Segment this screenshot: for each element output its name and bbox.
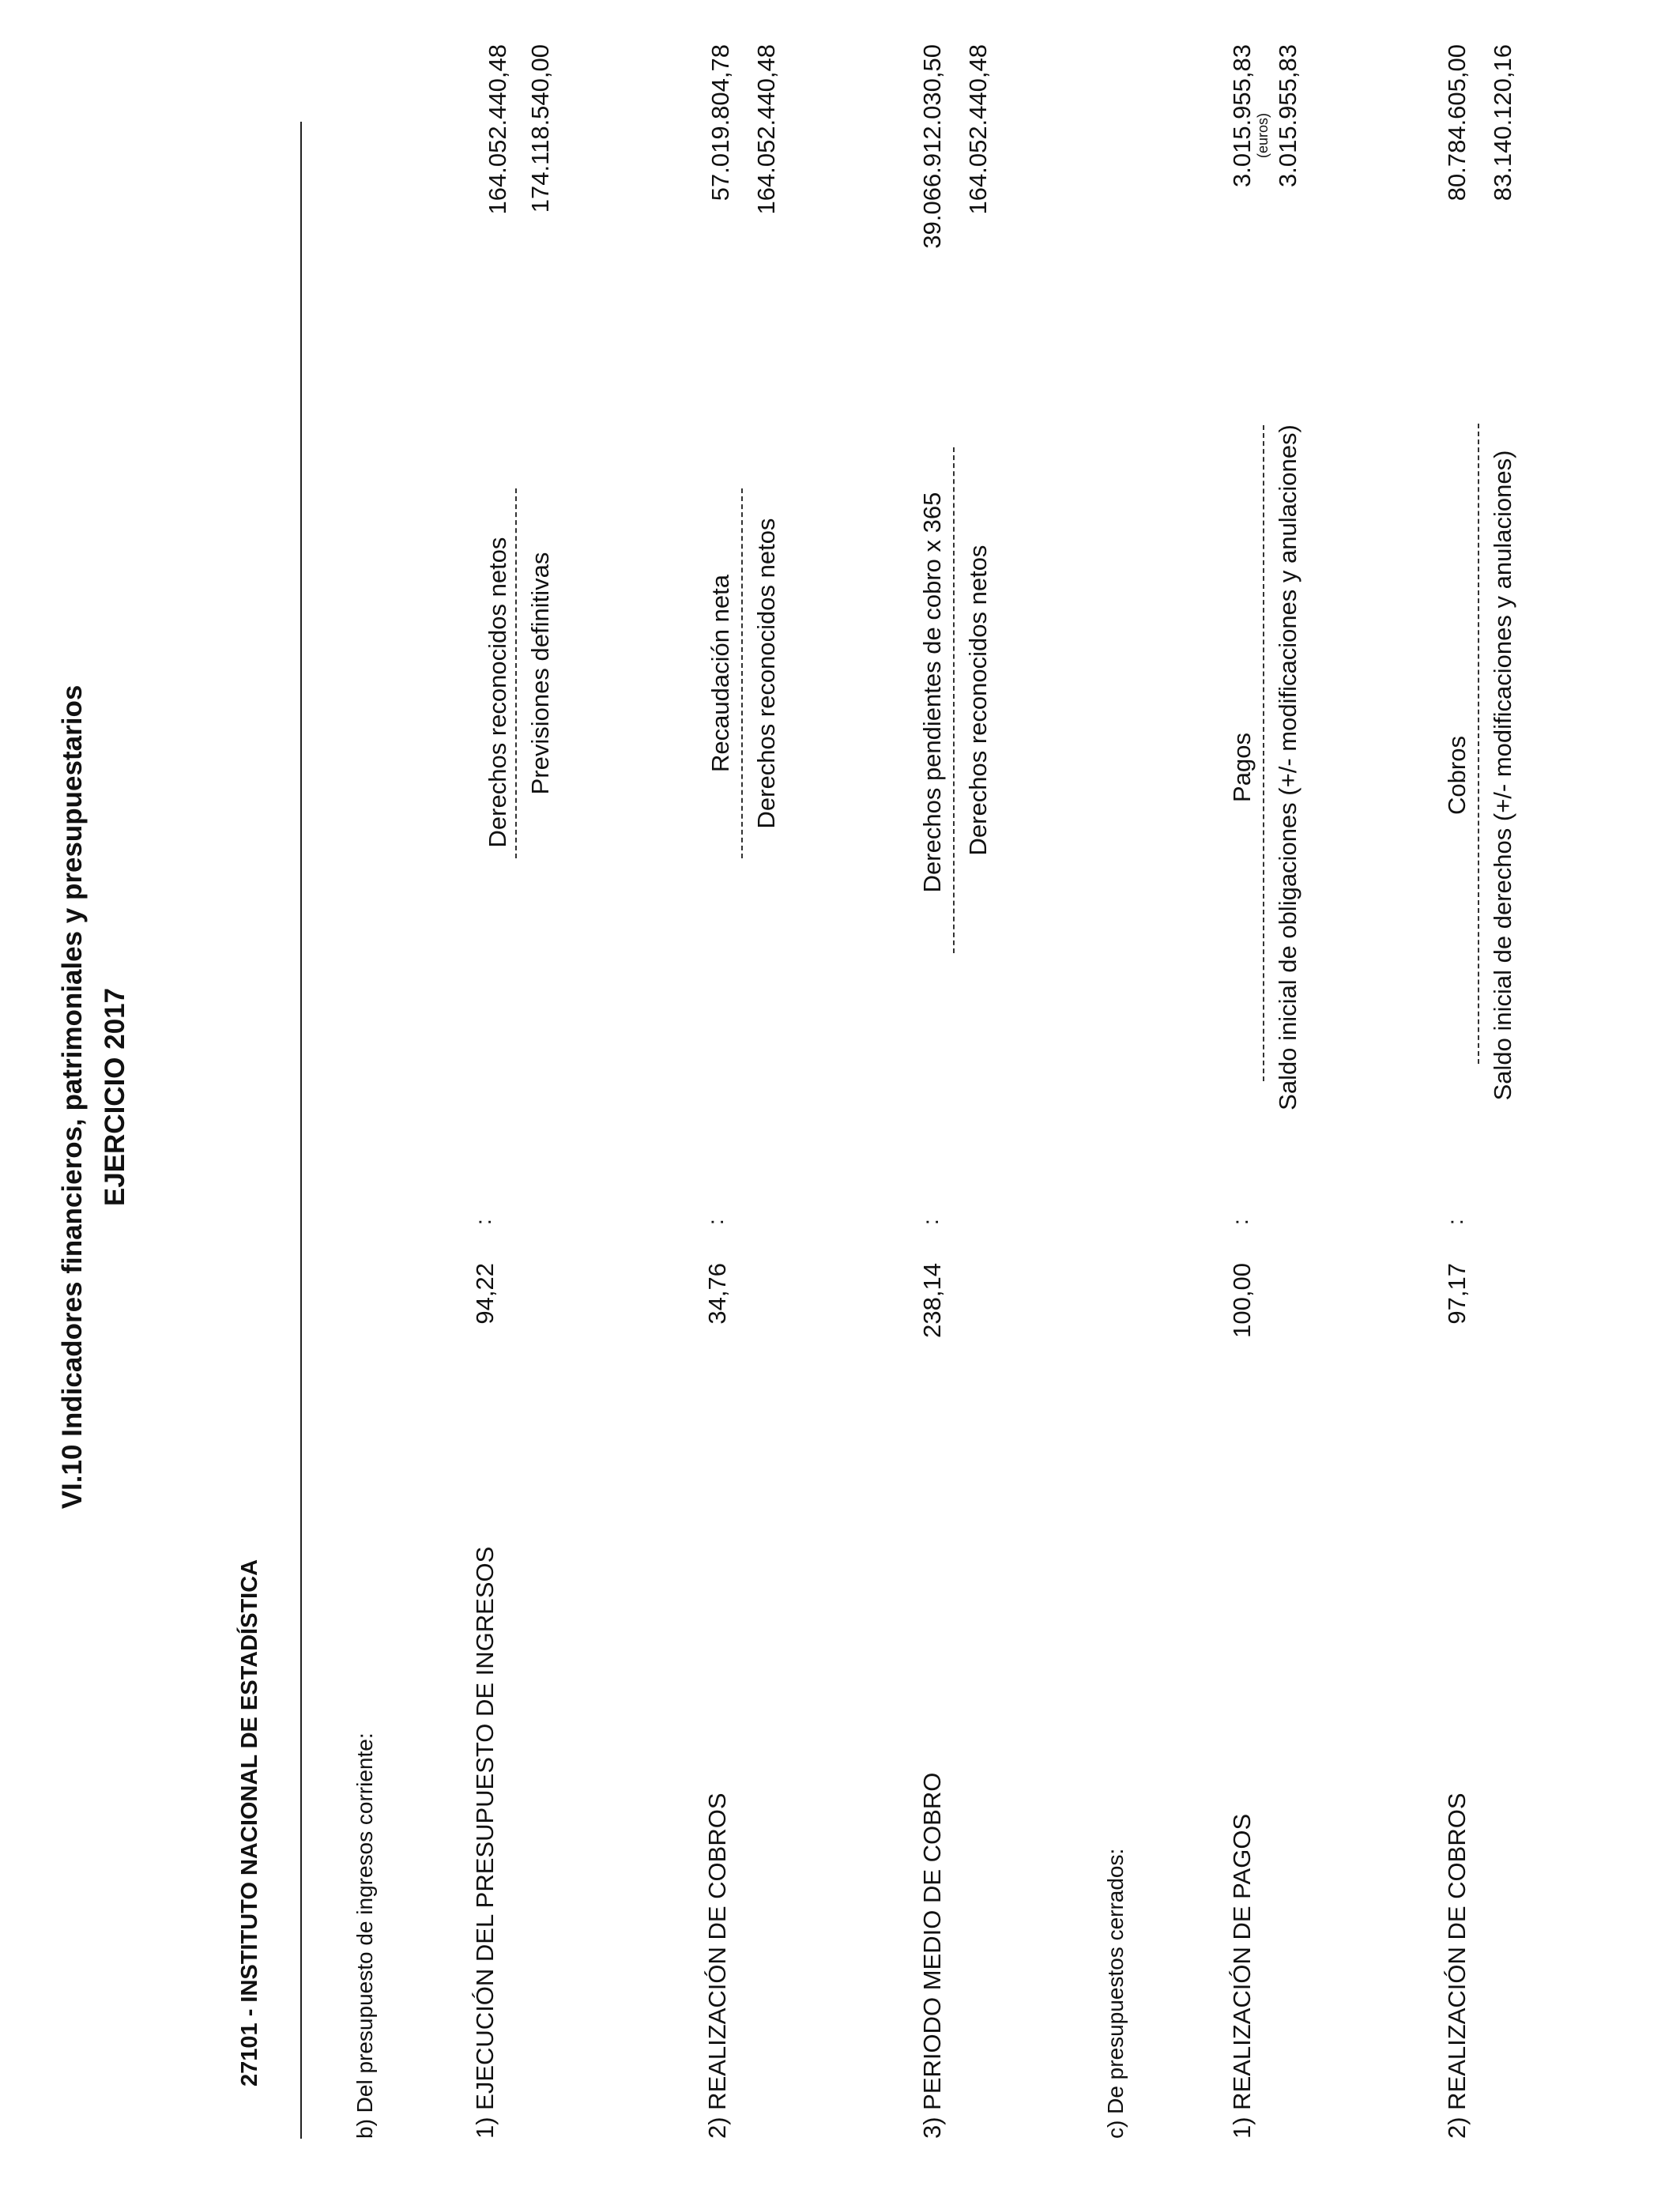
units-label: (euros) bbox=[1255, 112, 1271, 158]
fraction-numerator-label: Derechos reconocidos netos bbox=[484, 537, 511, 848]
entity-name: 27101 - INSTITUTO NACIONAL DE ESTADÍSTICA bbox=[237, 1559, 262, 2087]
indicator-value: 238,14 bbox=[918, 1263, 946, 1338]
numerator-value: 39.066.912.030,50 bbox=[918, 44, 946, 249]
section-heading: b) Del presupuesto de ingresos corriente: bbox=[352, 1732, 377, 2139]
report-subtitle: EJERCICIO 2017 bbox=[100, 987, 130, 1207]
numerator-value: 57.019.804,78 bbox=[706, 44, 734, 202]
denominator-value: 83.140.120,16 bbox=[1489, 44, 1516, 202]
section-heading: c) De presupuestos cerrados: bbox=[1103, 1848, 1128, 2139]
fraction-denominator-label: Previsiones definitivas bbox=[526, 552, 554, 795]
numerator-value: 80.784.605,00 bbox=[1443, 44, 1471, 202]
fraction-denominator-label: Derechos reconocidos netos bbox=[964, 545, 992, 856]
fraction-numerator-label: Cobros bbox=[1443, 736, 1471, 815]
indicator-name: 2) REALIZACIÓN DE COBROS bbox=[1443, 1793, 1471, 2139]
denominator-value: 164.052.440,48 bbox=[752, 44, 780, 215]
denominator-value: 174.118.540,00 bbox=[526, 44, 554, 213]
indicator-value: 97,17 bbox=[1443, 1263, 1471, 1325]
indicator-value: 94,22 bbox=[471, 1263, 499, 1325]
numerator-value: 3.015.955,83 bbox=[1228, 44, 1256, 188]
fraction-denominator-label: Derechos reconocidos netos bbox=[752, 518, 780, 829]
denominator-value: 164.052.440,48 bbox=[964, 44, 992, 215]
fraction-denominator-label: Saldo inicial de derechos (+/- modificaciones y anulaciones) bbox=[1489, 450, 1516, 1101]
indicator-name: 1) EJECUCIÓN DEL PRESUPUESTO DE INGRESOS bbox=[471, 1546, 499, 2139]
colon-separator: : bbox=[703, 1219, 728, 1225]
header-rule bbox=[300, 122, 302, 2139]
indicator-name: 2) REALIZACIÓN DE COBROS bbox=[703, 1793, 731, 2139]
fraction-denominator-label: Saldo inicial de obligaciones (+/- modificaciones y anulaciones) bbox=[1274, 424, 1301, 1110]
indicator-name: 1) REALIZACIÓN DE PAGOS bbox=[1228, 1813, 1256, 2139]
indicator-value: 34,76 bbox=[703, 1263, 731, 1325]
fraction-line bbox=[1478, 424, 1479, 1064]
fraction-numerator-label: Recaudación neta bbox=[706, 575, 734, 772]
fraction-numerator-label: Pagos bbox=[1228, 733, 1256, 802]
indicator-name: 3) PERIODO MEDIO DE COBRO bbox=[918, 1772, 946, 2139]
report-title: VI.10 Indicadores financieros, patrimoniales y presupuestarios bbox=[57, 684, 88, 1510]
fraction-line bbox=[741, 488, 743, 858]
denominator-value: 3.015.955,83 bbox=[1274, 44, 1301, 188]
fraction-numerator-label: Derechos pendientes de cobro x 365 bbox=[918, 492, 946, 893]
colon-separator: : bbox=[1443, 1219, 1467, 1225]
numerator-value: 164.052.440,48 bbox=[484, 44, 511, 215]
colon-separator: : bbox=[471, 1219, 495, 1225]
indicator-value: 100,00 bbox=[1228, 1263, 1256, 1338]
colon-separator: : bbox=[1228, 1219, 1252, 1225]
colon-separator: : bbox=[918, 1219, 943, 1225]
fraction-line bbox=[1263, 425, 1264, 1081]
fraction-line bbox=[515, 488, 517, 858]
fraction-line bbox=[953, 447, 955, 953]
